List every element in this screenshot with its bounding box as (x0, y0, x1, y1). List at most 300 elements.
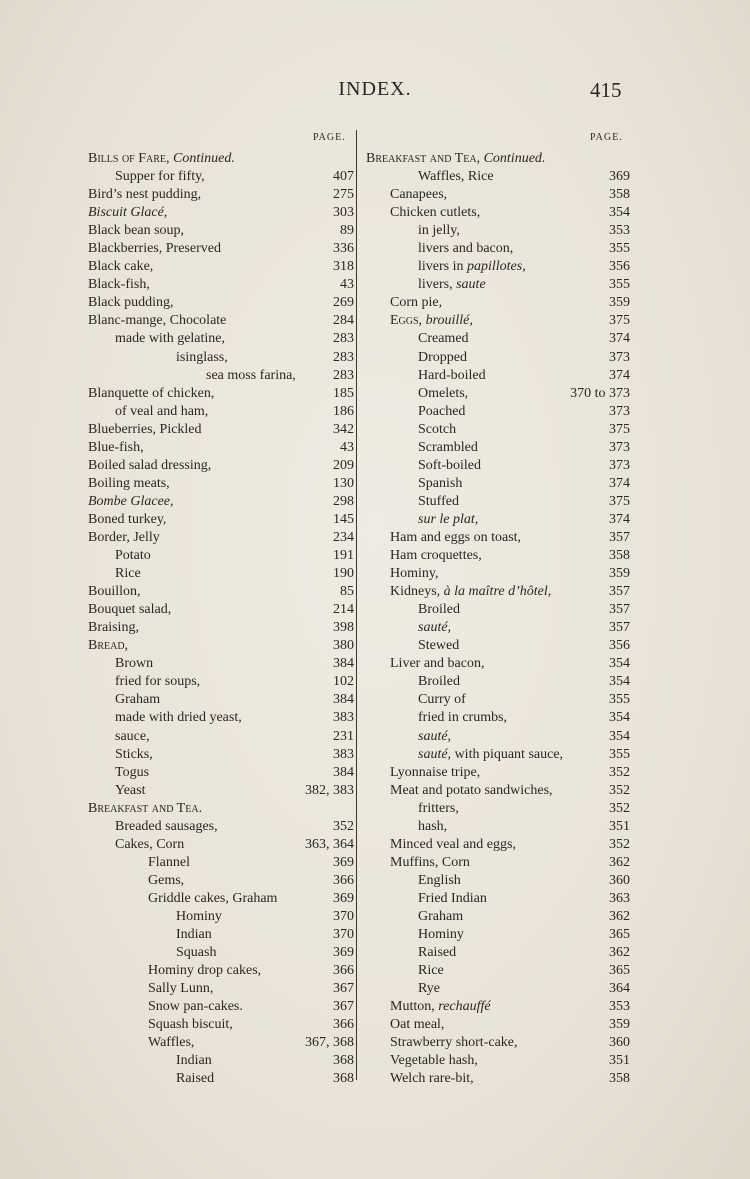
entry-page-number: 373 (609, 439, 630, 455)
entry-label (176, 349, 228, 367)
index-entry (366, 312, 630, 330)
entry-page-number: 359 (609, 295, 630, 311)
entry-text: Hominy drop cakes, (148, 963, 262, 979)
index-entry (88, 800, 354, 818)
index-entry (88, 385, 354, 403)
entry-text: Gems, (148, 872, 185, 888)
entry-label (418, 601, 460, 619)
entry-page-number: 191 (333, 548, 354, 564)
entry-label (88, 294, 174, 312)
entry-page-number: 380 (333, 638, 354, 654)
index-entry (366, 619, 630, 637)
entry-label (88, 204, 167, 222)
entry-italic-text: papillotes, (467, 259, 526, 275)
entry-text: Squash (176, 945, 217, 961)
entry-page-number: 318 (333, 259, 354, 275)
entry-text: sauce, (115, 728, 150, 744)
index-entry (88, 836, 354, 854)
index-entry (366, 926, 630, 944)
entry-label (148, 854, 190, 872)
entry-page-number: 362 (609, 945, 630, 961)
entry-page-number: 43 (340, 439, 354, 455)
entry-page-number: 342 (333, 421, 354, 437)
index-entry (366, 583, 630, 601)
entry-label (88, 619, 139, 637)
entry-label (390, 854, 470, 872)
entry-page-number: 353 (609, 999, 630, 1015)
entry-label (418, 926, 464, 944)
index-entry (88, 258, 354, 276)
entry-page-number: 374 (609, 511, 630, 527)
entry-text: Fried Indian (418, 890, 487, 906)
entry-page-number: 303 (333, 205, 354, 221)
entry-page-number: 130 (333, 475, 354, 491)
entry-text: Chicken cutlets, (390, 205, 481, 221)
entry-page-number: 375 (609, 421, 630, 437)
entry-label (88, 385, 214, 403)
entry-text: Bouquet salad, (88, 602, 172, 618)
entry-label (148, 872, 184, 890)
entry-text: Rice (115, 566, 141, 582)
entry-italic-text: Bombe Glacee, (88, 493, 174, 509)
entry-text: sea moss farina, (206, 367, 296, 383)
entry-text: Broiled (418, 602, 460, 618)
left-index-column (88, 150, 354, 1088)
entry-page-number: 366 (333, 1017, 354, 1033)
entry-label (115, 782, 145, 800)
entry-label (418, 728, 451, 746)
entry-text: Black pudding, (88, 295, 174, 311)
entry-italic-text: Biscuit Glacé, (88, 205, 168, 221)
entry-page-number: 351 (609, 1053, 630, 1069)
entry-label (115, 168, 205, 186)
index-entry (88, 998, 354, 1016)
entry-label (418, 367, 486, 385)
index-entry (88, 186, 354, 204)
entry-text: Hominy (418, 927, 464, 943)
entry-page-number: 363 (609, 890, 630, 906)
entry-label (148, 962, 261, 980)
entry-text: Sticks, (115, 746, 153, 762)
entry-text: Boned turkey, (88, 511, 167, 527)
index-entry (366, 330, 630, 348)
entry-page-number: 366 (333, 872, 354, 888)
index-entry (88, 330, 354, 348)
entry-label (418, 276, 486, 294)
entry-page-number: 102 (333, 674, 354, 690)
entry-label (418, 908, 463, 926)
index-entry (88, 529, 354, 547)
entry-label (176, 944, 216, 962)
entry-page-number: 374 (609, 331, 630, 347)
index-entry (366, 204, 630, 222)
entry-page-number: 145 (333, 511, 354, 527)
entry-label (418, 475, 462, 493)
entry-text: Bird’s nest pudding, (88, 187, 202, 203)
entry-label (390, 1052, 478, 1070)
entry-page-number: 354 (609, 656, 630, 672)
entry-text: Togus (115, 764, 150, 780)
index-entry (88, 1016, 354, 1034)
entry-page-number: 359 (609, 1017, 630, 1033)
entry-label (390, 1034, 518, 1052)
entry-italic-text: rechauffé (438, 999, 491, 1015)
entry-label (390, 565, 438, 583)
index-entry (88, 601, 354, 619)
entry-label (115, 565, 141, 583)
entry-page-number: 368 (333, 1071, 354, 1087)
entry-page-number: 352 (609, 836, 630, 852)
entry-label (390, 529, 521, 547)
entry-text: Raised (176, 1071, 215, 1087)
entry-label (418, 980, 440, 998)
entry-text: Broiled (418, 674, 460, 690)
index-entry (366, 782, 630, 800)
index-entry (366, 439, 630, 457)
index-entry (366, 800, 630, 818)
entry-text: Rice (418, 963, 444, 979)
entry-text: Ham and eggs on toast, (390, 529, 522, 545)
index-entry (88, 818, 354, 836)
index-entry (88, 565, 354, 583)
entry-page-number: 43 (340, 277, 354, 293)
entry-text: Boiling meats, (88, 475, 170, 491)
entry-label (390, 547, 482, 565)
entry-page-number: 89 (340, 223, 354, 239)
entry-label (115, 330, 225, 348)
index-entry (366, 403, 630, 421)
index-entry (366, 854, 630, 872)
entry-label (115, 836, 184, 854)
entry-page-number: 360 (609, 872, 630, 888)
entry-label (418, 962, 444, 980)
entry-label (176, 1070, 214, 1088)
entry-page-number: 354 (609, 205, 630, 221)
entry-label (88, 222, 184, 240)
entry-text: Bread, (88, 638, 129, 654)
index-entry (366, 511, 630, 529)
entry-label (390, 836, 516, 854)
entry-label (390, 764, 480, 782)
entry-page-number: 269 (333, 295, 354, 311)
index-entry (366, 962, 630, 980)
index-entry (366, 385, 630, 403)
page-title: INDEX. (338, 78, 412, 100)
index-entry (88, 1052, 354, 1070)
entry-text: Scotch (418, 421, 457, 437)
entry-page-number: 362 (609, 908, 630, 924)
index-entry (88, 457, 354, 475)
entry-page-number: 351 (609, 818, 630, 834)
entry-text: of veal and ham, (115, 403, 209, 419)
entry-label (115, 764, 149, 782)
entry-page-number: 365 (609, 927, 630, 943)
entry-text: with piquant sauce, (451, 746, 564, 762)
index-entry (88, 637, 354, 655)
index-entry (366, 1052, 630, 1070)
entry-page-number: 283 (333, 349, 354, 365)
entry-page-number: 407 (333, 169, 354, 185)
entry-label (418, 168, 494, 186)
index-entry (366, 746, 630, 764)
index-entry (366, 367, 630, 385)
index-entry (366, 890, 630, 908)
entry-page-number: 356 (609, 259, 630, 275)
entry-page-number: 284 (333, 313, 354, 329)
entry-page-number: 369 (333, 890, 354, 906)
index-entry (366, 222, 630, 240)
index-entry (366, 836, 630, 854)
entry-text: Stewed (418, 638, 460, 654)
page-number: 415 (590, 78, 622, 102)
entry-text: Waffles, (148, 1035, 195, 1051)
entry-page-number: 374 (609, 367, 630, 383)
entry-label (418, 637, 459, 655)
entry-text: Brown (115, 656, 154, 672)
entry-label (88, 276, 150, 294)
index-entry (366, 240, 630, 258)
entry-text: Vegetable hash, (390, 1053, 478, 1069)
entry-text: Blanc-mange, Chocolate (88, 313, 227, 329)
entry-page-number: 367, 368 (305, 1035, 354, 1051)
entry-text: Potato (115, 548, 151, 564)
entry-text: Breaded sausages, (115, 818, 218, 834)
entry-text: Blanquette of chicken, (88, 385, 215, 401)
index-entry (88, 403, 354, 421)
entry-label (390, 1070, 474, 1088)
index-entry (366, 728, 630, 746)
entry-label (148, 890, 277, 908)
entry-label (115, 691, 160, 709)
entry-page-number: 275 (333, 187, 354, 203)
entry-page-number: 358 (609, 1071, 630, 1087)
entry-italic-text: sur le plat, (418, 511, 479, 527)
entry-text: Hard-boiled (418, 367, 486, 383)
entry-page-number: 85 (340, 584, 354, 600)
entry-page-number: 357 (609, 602, 630, 618)
entry-label (88, 186, 201, 204)
entry-label (418, 872, 461, 890)
entry-page-number: 373 (609, 349, 630, 365)
entry-text: Kidneys, (390, 584, 444, 600)
entry-page-number: 336 (333, 241, 354, 257)
entry-italic-text: sauté, (418, 746, 452, 762)
entry-text: Black cake, (88, 259, 154, 275)
entry-label (390, 312, 473, 330)
entry-label (88, 601, 171, 619)
entry-text: Poached (418, 403, 466, 419)
index-entry (366, 908, 630, 926)
index-entry (88, 709, 354, 727)
index-entry (366, 944, 630, 962)
entry-page-number: 375 (609, 313, 630, 329)
entry-label (88, 258, 153, 276)
index-entry (88, 782, 354, 800)
entry-text: Strawberry short-cake, (390, 1035, 518, 1051)
index-entry (366, 276, 630, 294)
entry-page-number: 384 (333, 656, 354, 672)
entry-label (115, 709, 242, 727)
entry-label (88, 529, 160, 547)
entry-label (88, 457, 211, 475)
entry-page-number: 382, 383 (305, 782, 354, 798)
entry-label (115, 746, 153, 764)
entry-text: Curry of (418, 692, 466, 708)
entry-page-number: 370 (333, 927, 354, 943)
entry-page-number: 354 (609, 710, 630, 726)
index-entry (88, 421, 354, 439)
entry-text: Bills of Fare, (88, 151, 174, 166)
entry-italic-text: Continued. (483, 151, 546, 166)
entry-text: fried for soups, (115, 674, 201, 690)
entry-label (390, 1016, 444, 1034)
entry-text: Spanish (418, 475, 463, 491)
index-entry (366, 493, 630, 511)
entry-page-number: 355 (609, 277, 630, 293)
right-column-page-heading: PAGE. (590, 132, 623, 143)
index-entry (366, 818, 630, 836)
index-entry (88, 493, 354, 511)
entry-page-number: 384 (333, 692, 354, 708)
entry-italic-text: brouillé, (425, 313, 473, 329)
index-entry (88, 511, 354, 529)
entry-page-number: 373 (609, 403, 630, 419)
index-entry (366, 691, 630, 709)
entry-text: Hominy, (390, 566, 439, 582)
entry-label (418, 746, 563, 764)
entry-label (88, 583, 141, 601)
entry-page-number: 209 (333, 457, 354, 473)
entry-label (115, 673, 200, 691)
entry-text: Border, Jelly (88, 529, 160, 545)
entry-page-number: 359 (609, 566, 630, 582)
entry-label (88, 439, 144, 457)
entry-page-number: 373 (609, 457, 630, 473)
entry-page-number: 298 (333, 493, 354, 509)
entry-page-number: 354 (609, 728, 630, 744)
entry-text: isinglass, (176, 349, 228, 365)
entry-page-number: 231 (333, 728, 354, 744)
entry-label (88, 800, 202, 818)
index-entry (88, 980, 354, 998)
entry-page-number: 384 (333, 764, 354, 780)
entry-text: Blueberries, Pickled (88, 421, 202, 437)
entry-label (418, 619, 451, 637)
entry-page-number: 357 (609, 529, 630, 545)
index-entry (366, 637, 630, 655)
entry-label (418, 439, 478, 457)
entry-label (176, 908, 222, 926)
index-entry (366, 547, 630, 565)
entry-italic-text: Continued. (173, 151, 235, 166)
entry-label (115, 728, 150, 746)
entry-text: Hominy (176, 908, 222, 924)
index-entry (88, 872, 354, 890)
entry-page-number: 360 (609, 1035, 630, 1051)
entry-text: Blue-fish, (88, 439, 144, 455)
index-entry (366, 168, 630, 186)
entry-text: Blackberries, Preserved (88, 241, 221, 257)
entry-text: English (418, 872, 461, 888)
entry-text: Cakes, Corn (115, 836, 185, 852)
index-entry (366, 601, 630, 619)
entry-text: Corn pie, (390, 295, 443, 311)
entry-page-number: 383 (333, 710, 354, 726)
entry-page-number: 365 (609, 963, 630, 979)
entry-label (418, 421, 456, 439)
entry-text: Graham (418, 908, 464, 924)
entry-text: Omelets, (418, 385, 469, 401)
index-entry (366, 529, 630, 547)
index-entry (366, 349, 630, 367)
entry-label (390, 998, 491, 1016)
entry-page-number: 283 (333, 331, 354, 347)
index-entry (88, 926, 354, 944)
entry-page-number: 369 (333, 945, 354, 961)
index-entry (88, 204, 354, 222)
index-entry (366, 980, 630, 998)
index-entry (88, 890, 354, 908)
right-index-column (366, 150, 630, 1088)
index-entry (88, 439, 354, 457)
index-entry (88, 1034, 354, 1052)
index-entry (88, 854, 354, 872)
index-entry (88, 349, 354, 367)
index-entry (366, 186, 630, 204)
entry-label (148, 980, 213, 998)
index-entry (88, 583, 354, 601)
entry-page-number: 368 (333, 1053, 354, 1069)
entry-page-number: 363, 364 (305, 836, 354, 852)
entry-label (88, 312, 226, 330)
entry-page-number: 357 (609, 584, 630, 600)
index-entry (88, 312, 354, 330)
index-entry (366, 673, 630, 691)
entry-page-number: 369 (333, 854, 354, 870)
entry-page-number: 190 (333, 566, 354, 582)
index-entry (88, 168, 354, 186)
entry-page-number: 355 (609, 746, 630, 762)
entry-label (366, 150, 545, 168)
index-entry (366, 421, 630, 439)
entry-text: Waffles, Rice (418, 169, 494, 185)
entry-text: Squash biscuit, (148, 1017, 233, 1033)
entry-label (418, 800, 459, 818)
index-entry (366, 150, 630, 168)
entry-label (88, 637, 128, 655)
entry-page-number: 353 (609, 223, 630, 239)
entry-label (88, 421, 202, 439)
entry-label (390, 655, 484, 673)
index-entry (366, 998, 630, 1016)
entry-label (390, 782, 553, 800)
entry-label (418, 493, 459, 511)
entry-label (88, 511, 166, 529)
entry-label (418, 709, 507, 727)
index-entry (88, 240, 354, 258)
entry-page-number: 354 (609, 674, 630, 690)
entry-text: Welch rare-bit, (390, 1071, 474, 1087)
entry-label (148, 998, 243, 1016)
entry-label (418, 240, 513, 258)
entry-text: Boiled salad dressing, (88, 457, 212, 473)
entry-page-number: 375 (609, 493, 630, 509)
entry-page-number: 398 (333, 620, 354, 636)
entry-label (88, 150, 235, 168)
index-entry (88, 962, 354, 980)
entry-text: Liver and bacon, (390, 656, 485, 672)
column-divider (356, 130, 357, 1080)
